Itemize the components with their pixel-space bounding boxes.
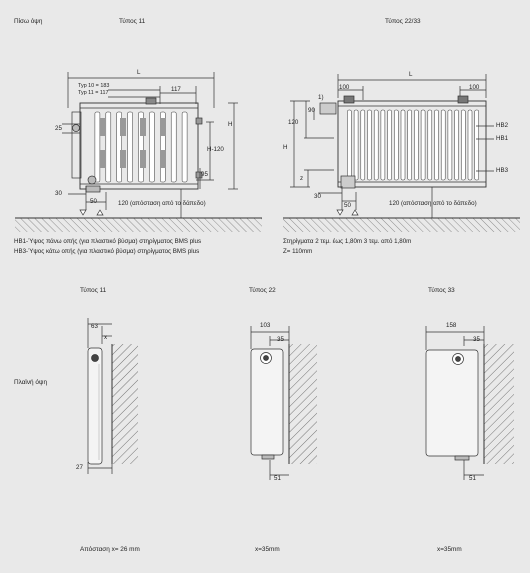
- radiator-fin: [461, 110, 465, 180]
- hb3-label: HB3: [496, 167, 509, 174]
- dim-H-right: H: [283, 144, 288, 151]
- fin-shade: [100, 118, 106, 136]
- distance-type33: x=35mm: [437, 546, 462, 553]
- note-hb3: HB3-Ύψος κάτω οπής (για πλαστικό βύσμα) στηρίγματος BMS plus: [14, 248, 200, 255]
- back-view-label: Πίσω όψη: [14, 18, 43, 25]
- side-view-type11: [88, 318, 138, 474]
- radiator-fin: [128, 112, 133, 182]
- side22-gap: 35: [277, 336, 284, 343]
- radiator-fin: [381, 110, 385, 180]
- radiator-fin: [475, 110, 479, 180]
- dim-90: 90: [308, 107, 315, 114]
- side22-bottom: 51: [274, 475, 281, 482]
- dim-typ10: Typ 10 = 183: [78, 83, 110, 89]
- floor-distance-left: 120 (απόσταση από το δάπεδο): [118, 200, 206, 207]
- wall-hatch-type11: [112, 344, 138, 464]
- radiator-fin: [388, 110, 392, 180]
- side11-bottom: 27: [76, 464, 83, 471]
- radiator-fin: [347, 110, 351, 180]
- side33-gap: 35: [473, 336, 480, 343]
- fin-shade: [120, 150, 126, 168]
- floor-distance-right: 120 (απόσταση από το δάπεδο): [389, 200, 477, 207]
- side-view-type22: [251, 326, 317, 480]
- radiator-fin: [374, 110, 378, 180]
- radiator-fins-type2233: [347, 110, 478, 180]
- type11-rear-title: Τύπος 11: [119, 18, 146, 25]
- fin-shade: [120, 118, 126, 136]
- radiator-fin: [414, 110, 418, 180]
- dim-30-right: 30: [314, 193, 321, 200]
- fin-shade: [100, 150, 106, 168]
- side22-width: 103: [260, 322, 271, 329]
- distance-type11: Απόσταση x= 26 mm: [80, 546, 140, 553]
- valve-footnote: 1): [318, 94, 324, 101]
- radiator-fin: [394, 110, 398, 180]
- radiator-fin: [448, 110, 452, 180]
- dim-H-120: H-120: [207, 146, 224, 153]
- type2233-rear-title: Τύπος 22/33: [385, 18, 421, 25]
- dim-z: z: [300, 175, 304, 182]
- dim-typ11: Typ 11 = 117: [78, 90, 109, 96]
- note-z: Z= 110mm: [283, 248, 313, 255]
- wall-hatch-type22: [289, 344, 317, 464]
- radiator-fin: [408, 110, 412, 180]
- radiator-fin: [455, 110, 459, 180]
- radiator-fin: [106, 112, 111, 182]
- dim-117: 117: [171, 86, 181, 93]
- radiator-fin: [95, 112, 100, 182]
- side-view-type33: [426, 326, 514, 480]
- note-brackets: Στηρίγματα 2 τεμ. έως 1,80m 3 τεμ. από 1,80m: [283, 238, 412, 245]
- radiator-fin: [149, 112, 154, 182]
- rear-view-type11: [15, 69, 262, 232]
- radiator-fin: [421, 110, 425, 180]
- distance-type22: x=35mm: [255, 546, 280, 553]
- side33-width: 158: [446, 322, 457, 329]
- dim-L-left: L: [137, 69, 141, 76]
- side11-width: 63: [91, 323, 98, 330]
- dim-L-right: L: [409, 71, 413, 78]
- type11-side-title: Τύπος 11: [80, 287, 107, 294]
- side33-bottom: 51: [469, 475, 476, 482]
- dim-100-b: 100: [469, 84, 480, 91]
- radiator-fin: [171, 112, 176, 182]
- floor-hatch-right: [283, 218, 520, 232]
- radiator-fin: [368, 110, 372, 180]
- dim-30-left: 30: [55, 190, 62, 197]
- dim-50-right: 50: [344, 202, 351, 209]
- fin-shade: [160, 118, 166, 136]
- dim-H-left: H: [228, 121, 233, 128]
- radiator-fin: [361, 110, 365, 180]
- type22-side-title: Τύπος 22: [249, 287, 276, 294]
- dim-50-left: 50: [90, 198, 97, 205]
- type33-side-title: Τύπος 33: [428, 287, 455, 294]
- radiator-fins-type11: [95, 112, 187, 182]
- dim-25: 25: [55, 125, 62, 132]
- hb1-label: HB1: [496, 135, 509, 142]
- radiator-fin: [354, 110, 358, 180]
- wall-hatch-type33: [484, 344, 514, 464]
- side-view-label: Πλαϊνή όψη: [14, 379, 48, 386]
- radiator-fin: [428, 110, 432, 180]
- side11-x: x: [104, 334, 108, 341]
- radiator-fin: [435, 110, 439, 180]
- fin-shade: [140, 118, 146, 136]
- dim-95: 95: [201, 171, 208, 178]
- fin-shade: [160, 150, 166, 168]
- radiator-fin: [441, 110, 445, 180]
- hb2-label: HB2: [496, 122, 509, 129]
- fin-shade: [140, 150, 146, 168]
- dim-120-right: 120: [288, 119, 299, 126]
- note-hb1: HB1-Ύψος πάνω οπής (για πλαστικό βύσμα) στηρίγματος BMS plus: [14, 238, 202, 245]
- dim-100-a: 100: [339, 84, 350, 91]
- floor-hatch-left: [15, 218, 262, 232]
- radiator-fin: [468, 110, 472, 180]
- radiator-fin: [182, 112, 187, 182]
- radiator-fin: [401, 110, 405, 180]
